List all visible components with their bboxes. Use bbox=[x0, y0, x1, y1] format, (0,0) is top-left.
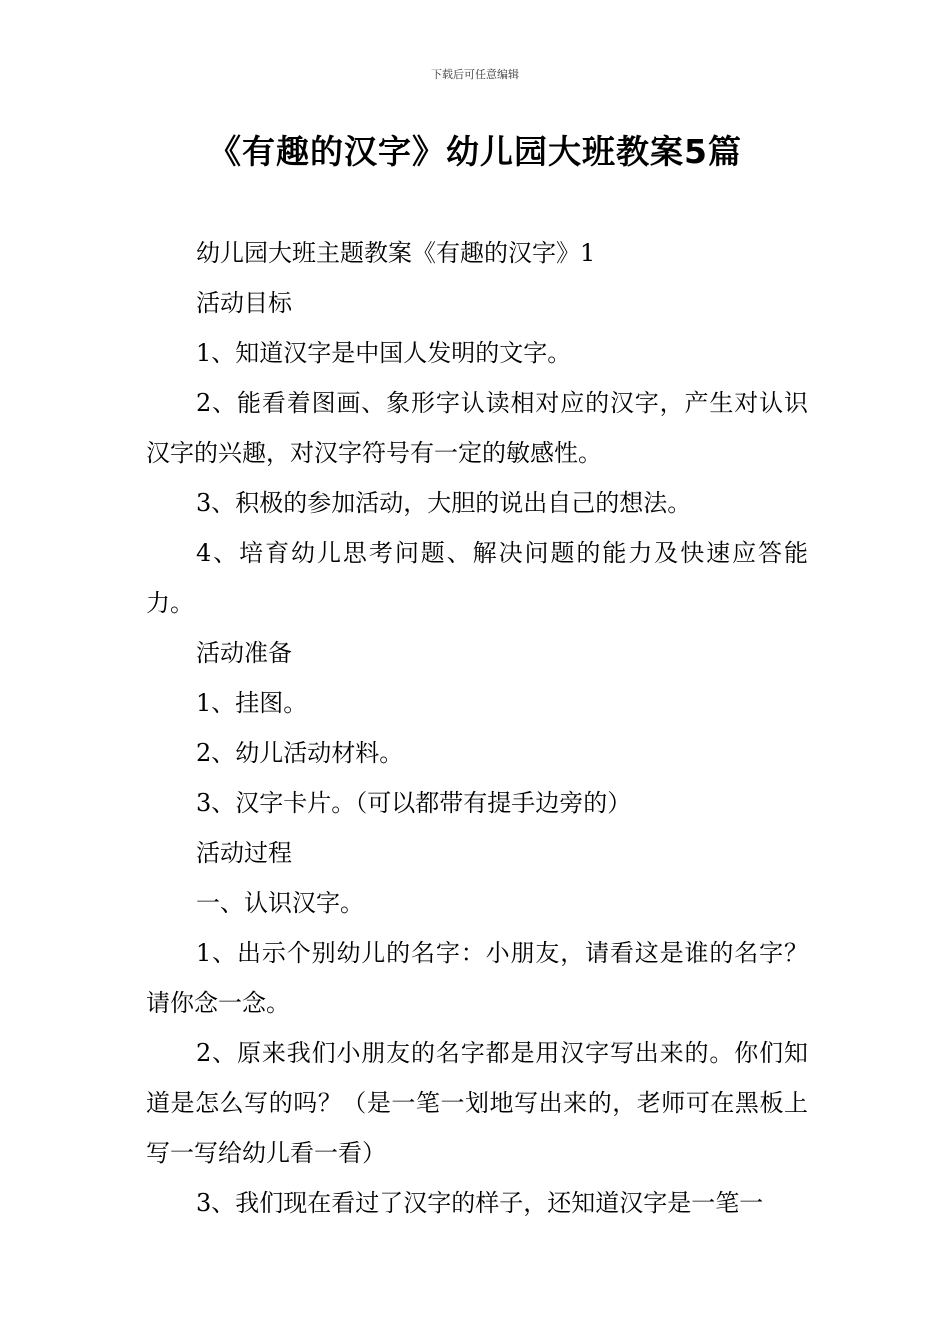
document-title: 《有趣的汉字》幼儿园大班教案5篇 bbox=[208, 132, 742, 171]
document-body bbox=[146, 228, 808, 1228]
section-heading: 活动过程 bbox=[196, 839, 292, 867]
section-heading: 活动目标 bbox=[196, 289, 292, 317]
paragraph: 1、出示个别幼儿的名字：小朋友，请看这是谁的名字？请你念一念。 bbox=[146, 939, 808, 1017]
header-note: 下载后可任意编辑 bbox=[431, 68, 519, 81]
paragraph: 3、积极的参加活动，大胆的说出自己的想法。 bbox=[196, 489, 692, 517]
paragraph: 4、培育幼儿思考问题、解决问题的能力及快速应答能力。 bbox=[146, 539, 808, 617]
paragraph: 2、幼儿活动材料。 bbox=[196, 739, 404, 767]
paragraph: 3、我们现在看过了汉字的样子，还知道汉字是一笔一 bbox=[196, 1189, 764, 1217]
paragraph: 3、汉字卡片。（可以都带有提手边旁的） bbox=[196, 789, 632, 817]
paragraph: 幼儿园大班主题教案《有趣的汉字》1 bbox=[196, 239, 596, 267]
paragraph: 一、认识汉字。 bbox=[196, 889, 364, 917]
paragraph: 2、原来我们小朋友的名字都是用汉字写出来的。你们知道是怎么写的吗？（是一笔一划地写出来的，老师可在黑板上写一写给幼儿看一看） bbox=[146, 1039, 808, 1167]
paragraph: 1、知道汉字是中国人发明的文字。 bbox=[196, 339, 572, 367]
paragraph: 1、挂图。 bbox=[196, 689, 308, 717]
paragraph: 2、能看着图画、象形字认读相对应的汉字，产生对认识汉字的兴趣，对汉字符号有一定的敏感性。 bbox=[146, 389, 808, 467]
section-heading: 活动准备 bbox=[196, 639, 292, 667]
